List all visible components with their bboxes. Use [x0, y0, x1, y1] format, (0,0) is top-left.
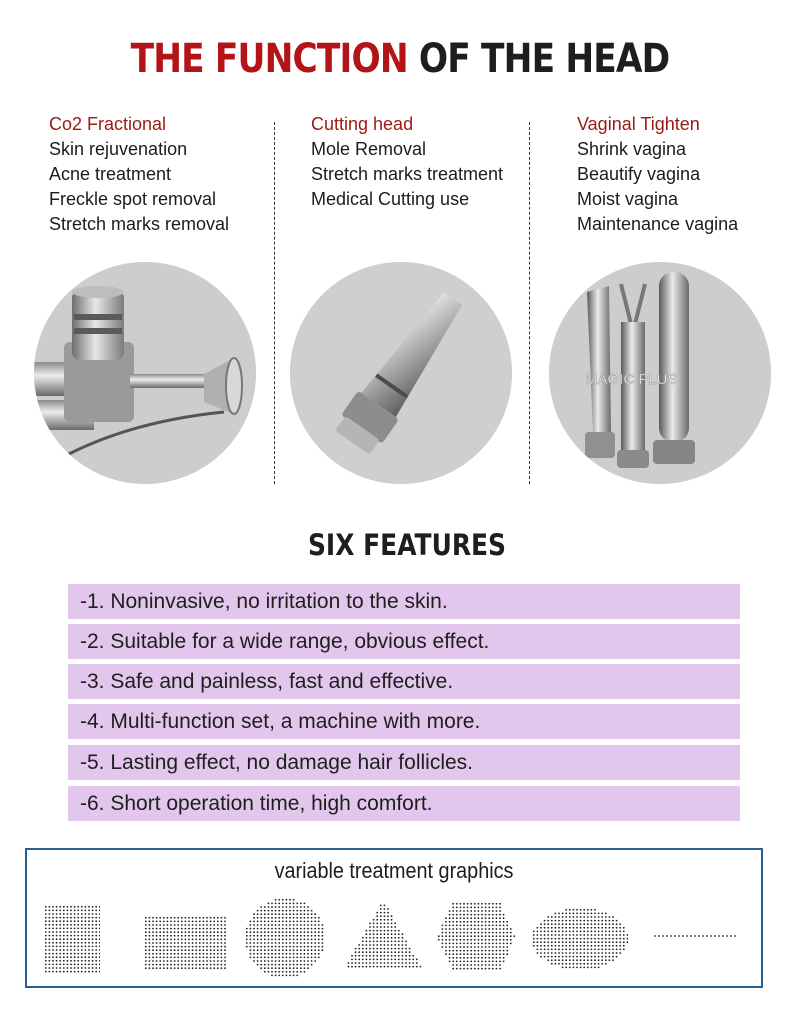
list-item: Moist vagina: [577, 189, 679, 209]
ellipse-pattern-graphic: [532, 908, 628, 970]
feature-item: -1. Noninvasive, no irritation to the skin.: [68, 584, 740, 619]
triangle-pattern-graphic: [343, 900, 423, 970]
co2-handpiece-image: [34, 262, 256, 484]
rectangle-pattern-graphic: [144, 916, 226, 970]
list-item: Stretch marks treatment: [311, 164, 504, 184]
list-item: Freckle spot removal: [49, 189, 217, 209]
feature-item: -2. Suitable for a wide range, obvious effect.: [68, 624, 740, 659]
line-pattern-graphic: [653, 930, 739, 940]
vaginal-heads-image: [549, 262, 771, 484]
graphics-title: variable treatment graphics: [274, 858, 514, 883]
title-part-red: THE FUNCTION: [130, 36, 408, 82]
column-vaginal-tighten: [577, 112, 800, 237]
list-item: Medical Cutting use: [311, 189, 470, 209]
feature-item: -6. Short operation time, high comfort.: [68, 786, 740, 821]
feature-item: -5. Lasting effect, no damage hair follicles.: [68, 745, 740, 780]
treatment-graphics-panel: [25, 848, 763, 988]
column-heading: Cutting head: [311, 114, 414, 134]
title-part-dark: OF THE HEAD: [418, 36, 670, 82]
column-cutting-head: [311, 112, 551, 212]
column-heading: Vaginal Tighten: [577, 114, 700, 134]
square-pattern-graphic: [44, 905, 100, 975]
list-item: Maintenance vagina: [577, 214, 739, 234]
cutting-head-image: [290, 262, 512, 484]
list-item: Acne treatment: [49, 164, 172, 184]
features-title: SIX FEATURES: [307, 528, 507, 562]
feature-item: -4. Multi-function set, a machine with more.: [68, 704, 740, 739]
feature-item: -3. Safe and painless, fast and effective.: [68, 664, 740, 699]
column-divider: [529, 122, 530, 484]
column-divider: [274, 122, 275, 484]
hexagon-pattern-graphic: [437, 902, 515, 972]
list-item: Stretch marks removal: [49, 214, 230, 234]
column-heading: Co2 Fractional: [49, 114, 167, 134]
list-item: Beautify vagina: [577, 164, 701, 184]
circle-pattern-graphic: [245, 898, 325, 978]
magic-plus-label: MAGIC PLUS: [585, 371, 678, 388]
list-item: Shrink vagina: [577, 139, 687, 159]
list-item: Mole Removal: [311, 139, 427, 159]
column-co2-fractional: [49, 112, 289, 237]
page-title: [56, 36, 744, 82]
list-item: Skin rejuvenation: [49, 139, 188, 159]
